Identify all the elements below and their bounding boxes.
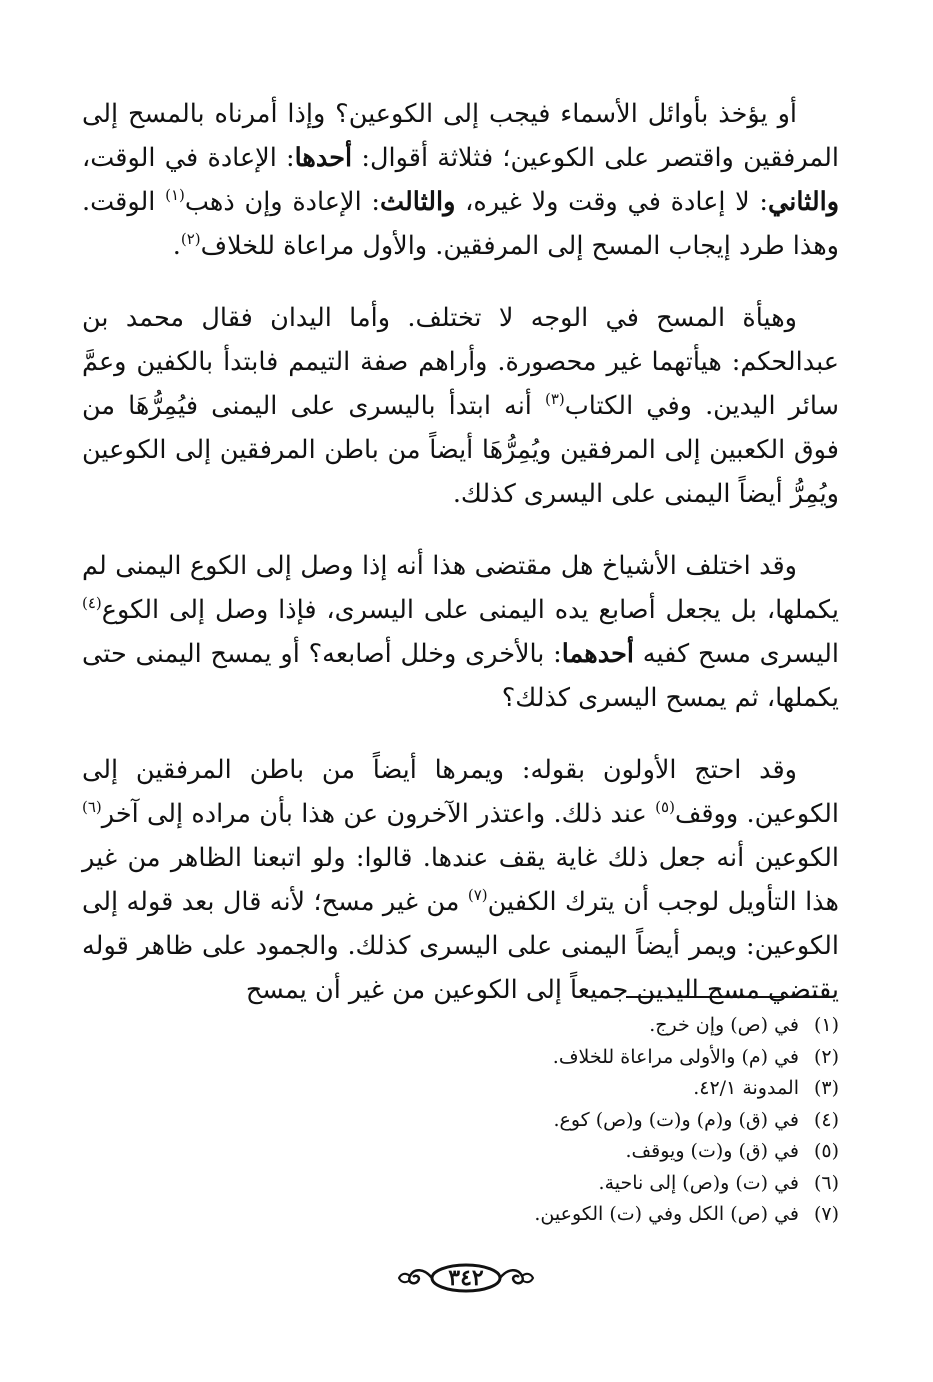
- footnote-6: [420, 1168, 839, 1200]
- bold-term: والثاني: [768, 187, 840, 217]
- bold-term: أحدهما: [561, 639, 634, 669]
- footnote-4: [420, 1105, 839, 1137]
- text-run: الوقت. وهذا طرد إيجاب المسح إلى المرفقين. والأول مراعاة للخلاف: [82, 187, 839, 261]
- paragraph-3: [82, 544, 839, 720]
- text-run: وهيأة المسح في الوجه لا تختلف. وأما اليدان فقال محمد بن عبدالحكم: هيأتهما غير محصورة. وأراهم صفة التيمم فابتدأ بالكفين وعمَّ سائر اليدين. وفي الكتاب: [82, 303, 839, 421]
- main-text: [82, 92, 839, 1040]
- footnote-number: (٢): [813, 1045, 839, 1068]
- footnote-1: [420, 1010, 839, 1042]
- text-run: : بالأخرى وخلل أصابعه؟ أو يمسح اليمنى حتى يكملها، ثم يمسح اليسرى كذلك؟: [82, 639, 839, 713]
- footnote-text: في (ق) و(م) و(ت) و(ص) كوع.: [553, 1108, 799, 1131]
- text-run: وقد اختلف الأشياخ هل مقتضى هذا أنه إذا وصل إلى الكوع اليمنى لم يكملها، بل يجعل أصابع يده اليمنى على اليسرى، فإذا وصل إلى الكوع: [82, 551, 839, 625]
- text-run: الكوعين أنه جعل ذلك غاية يقف عندها. قالوا: ولو اتبعنا الظاهر من غير هذا التأويل لوجب أن يترك الكفين: [82, 843, 839, 917]
- footnote-2: [420, 1042, 839, 1074]
- footnote-number: (١): [813, 1014, 839, 1036]
- footnote-marker: (٤): [82, 594, 102, 612]
- footnote-marker: (٦): [82, 798, 102, 816]
- text-run: : الإعادة وإن ذهب: [184, 187, 380, 217]
- footnote-marker: (٧): [467, 886, 488, 904]
- footnote-text: في (ق) و(ت) ويوقف.: [625, 1140, 799, 1162]
- footnote-number: (٣): [813, 1077, 839, 1099]
- text-run: أنه ابتدأ باليسرى على اليمنى فيُمِرُّهَا من فوق الكعبين إلى المرفقين ويُمِرُّهَا أيضاً من باطن المرفقين إلى الكوعين ويُمِرُّ أيضاً اليمنى على اليسرى كذلك.: [82, 391, 839, 509]
- footnote-marker: (١): [165, 186, 185, 204]
- footnote-5: [420, 1136, 839, 1168]
- footnote-3: [420, 1073, 839, 1105]
- footnote-divider: [626, 996, 833, 998]
- footnote-number: (٦): [813, 1171, 839, 1194]
- text-run: وقد احتج الأولون بقوله: ويمرها أيضاً من باطن المرفقين إلى الكوعين. ووقف: [82, 755, 840, 829]
- bold-term: أحدها: [294, 143, 353, 173]
- footnote-number: (٤): [813, 1108, 839, 1131]
- bold-term: والثالث: [379, 187, 456, 217]
- text-run: : الإعادة في الوقت،: [82, 143, 295, 173]
- paragraph-2: [82, 296, 839, 516]
- paragraph-1: [82, 92, 839, 268]
- footnote-number: (٧): [813, 1203, 839, 1225]
- text-run: .: [172, 231, 181, 261]
- paragraph-4: [82, 748, 839, 1012]
- footnote-text: المدونة ٤٢/١.: [693, 1077, 799, 1099]
- footnote-marker: (٥): [655, 798, 675, 816]
- text-run: : لا إعادة في وقت ولا غيره،: [455, 187, 769, 217]
- footnote-text: في (ص) وإن خرج.: [649, 1014, 799, 1036]
- footnote-text: في (ص) الكل وفي (ت) الكوعين.: [534, 1203, 799, 1225]
- text-run: من غير مسح؛ لأنه قال بعد قوله إلى الكوعين: ويمر أيضاً اليمنى على اليسرى كذلك. والجمود على ظاهر قوله يقتضي مسح اليدين جميعاً إلى الكوعين من غير أن يمسح: [82, 887, 839, 1005]
- footnotes-list: [420, 1010, 839, 1231]
- text-run: عند ذلك. واعتذر الآخرون عن هذا بأن مراده إلى آخر: [101, 799, 656, 829]
- text-run: أو يؤخذ بأوائل الأسماء فيجب إلى الكوعين؟ وإذا أمرناه بالمسح إلى المرفقين واقتصر على الكوعين؛ فثلاثة أقوال:: [82, 99, 839, 173]
- footnote-7: [420, 1199, 839, 1231]
- text-run: اليسرى مسح كفيه: [633, 639, 839, 669]
- footnote-text: في (ت) و(ص) إلى ناحية.: [598, 1171, 799, 1194]
- page-number: ٣٤٢: [448, 1265, 484, 1291]
- footnote-marker: (٢): [180, 230, 201, 248]
- footnote-number: (٥): [813, 1140, 839, 1162]
- footnote-marker: (٣): [544, 390, 565, 408]
- page-number-block: [396, 1262, 536, 1294]
- footnote-text: في (م) والأولى مراعاة للخلاف.: [552, 1045, 799, 1068]
